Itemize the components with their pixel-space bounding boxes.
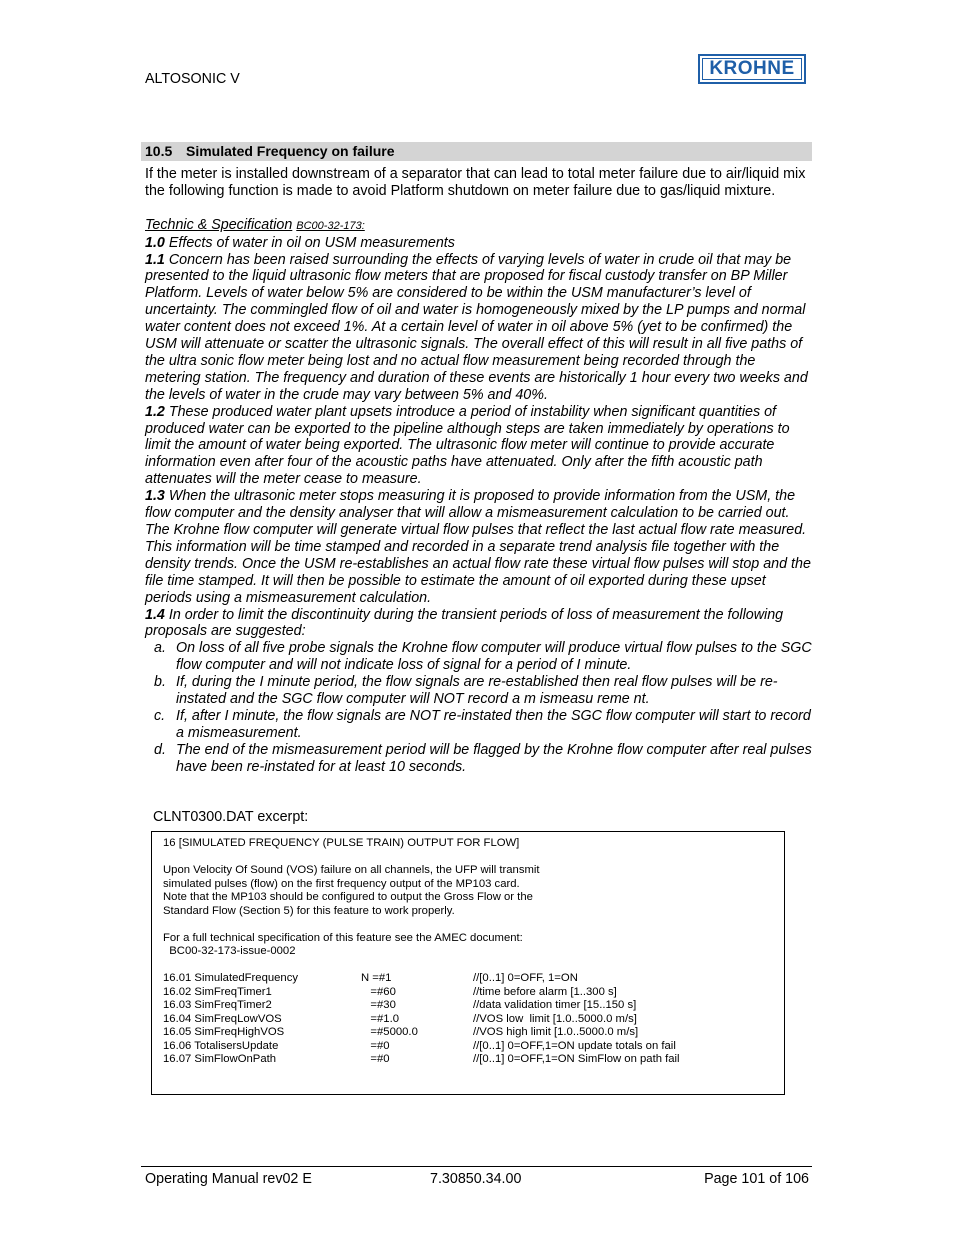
list-item — [145, 708, 813, 742]
section-title: Simulated Frequency on failure — [186, 143, 395, 159]
list-item — [145, 674, 813, 708]
param-value: =#5000.0 — [361, 1026, 418, 1038]
proposal-list — [145, 640, 813, 775]
param-comment: //VOS high limit [1.0..5000.0 m/s] — [473, 1026, 639, 1038]
excerpt-line: Note that the MP103 should be configured to output the Gross Flow or the — [163, 891, 533, 903]
list-item-text: The end of the mismeasurement period will be flagged by the Krohne flow computer after real pulses have been re-instated for at least 10 seconds. — [176, 741, 812, 775]
list-marker: c. — [154, 707, 166, 724]
footer-doc-number: 7.30850.34.00 — [430, 1171, 522, 1187]
spec-item — [145, 607, 813, 641]
excerpt-box — [151, 831, 785, 1095]
spec-item-text: These produced water plant upsets introduce a period of instability when significant quantities of produced water can be exported to the pipeline although steps are taken immediately by operations to limit the amount of water being exported. The ultrasonic flow meter will continue to provide accurate information even after four of the acoustic paths have attenuated. Only after the fifth acoustic path attenuates will the meter cease to measure. — [145, 403, 790, 488]
param-value: =#30 — [361, 999, 396, 1011]
excerpt-line: For a full technical specification of this feature see the AMEC document: — [163, 931, 523, 944]
spec-item-number: 1.2 — [145, 403, 165, 420]
excerpt-content — [163, 837, 773, 1067]
list-item — [145, 640, 813, 674]
list-marker: b. — [154, 674, 166, 691]
param-name: 16.03 SimFreqTimer2 — [163, 999, 272, 1011]
list-marker: a. — [154, 640, 166, 657]
param-row — [163, 1013, 773, 1027]
param-value: N =#1 — [361, 972, 392, 984]
spec-heading-text: Technic & Specification — [145, 216, 293, 233]
list-marker: d. — [154, 741, 166, 758]
param-value: =#1.0 — [361, 1012, 400, 1025]
param-name: 16.04 SimFreqLowVOS — [163, 1012, 282, 1025]
param-row — [163, 999, 773, 1013]
param-name: 16.07 SimFlowOnPath — [163, 1053, 277, 1065]
excerpt-label: CLNT0300.DAT excerpt: — [153, 809, 309, 825]
param-row — [163, 1026, 773, 1040]
excerpt-line: simulated pulses (flow) on the first frequency output of the MP103 card. — [163, 877, 520, 890]
list-item-text: If, during the I minute period, the flow signals are re-established then real flow pulses will be re-instated and the SGC flow computer will NOT record a m ismeasu reme nt. — [176, 674, 778, 708]
footer-divider — [141, 1166, 812, 1167]
param-row — [163, 972, 773, 986]
spec-item-number: 1.1 — [145, 251, 165, 268]
spec-item — [145, 404, 813, 489]
list-item-text: On loss of all five probe signals the Krohne flow computer will produce virtual flow pulses to the SGC flow computer and will not indicate loss of signal for a period of I minute. — [176, 640, 812, 674]
param-name: 16.02 SimFreqTimer1 — [163, 985, 272, 998]
spec-item-text: Concern has been raised surrounding the effects of varying levels of water in crude oil that may be presented to the liquid ultrasonic flow meters that are proposed for fiscal custody transfer on BP Miller Platform. Levels of water below 5% are considered to be within the USM manufacturer’s level of uncertainty. The commingled flow of oil and water is homogeneously mixed by the LP pumps and normal water content does not exceed 1%. At a certain level of water in oil above 5% (yet to be confirmed) the USM will attenuate or scatter the ultrasonic signals. The overall effect of this will result in all five paths of the ultra sonic flow meter being lost and no actual flow measurement being recorded through the metering station. The frequency and duration of these events are historically 1 hour every two weeks and the levels of water in the crude may vary between 5% and 40%. — [145, 251, 808, 403]
param-comment: //data validation timer [15..150 s] — [473, 999, 637, 1011]
header-doc-title: ALTOSONIC V — [145, 71, 240, 87]
intro-paragraph: If the meter is installed downstream of a separator that can lead to total meter failure due to air/liquid mix the following function is made to avoid Platform shutdown on meter failure due to gas/liquid mixture. — [145, 166, 806, 199]
spec-item-text: In order to limit the discontinuity during the transient periods of loss of measurement the following proposals are suggested: — [145, 606, 784, 640]
spec-item — [145, 235, 813, 252]
spec-item-number: 1.0 — [145, 234, 165, 251]
spec-heading — [145, 217, 813, 235]
param-name: 16.01 SimulatedFrequency — [163, 972, 299, 984]
param-comment: //[0..1] 0=OFF,1=ON update totals on fail — [473, 1039, 676, 1052]
param-comment: //[0..1] 0=OFF, 1=ON — [473, 972, 578, 984]
param-value: =#0 — [361, 1053, 390, 1065]
section-heading — [141, 142, 812, 161]
footer-page-number: Page 101 of 106 — [704, 1171, 809, 1187]
param-comment: //[0..1] 0=OFF,1=ON SimFlow on path fail — [473, 1053, 680, 1065]
spec-heading-ref: BC00-32-173: — [296, 219, 365, 232]
spec-item — [145, 488, 813, 606]
param-row — [163, 986, 773, 1000]
list-item — [145, 742, 813, 776]
excerpt-heading: 16 [SIMULATED FREQUENCY (PULSE TRAIN) OUTPUT FOR FLOW] — [163, 837, 520, 849]
footer-manual: Operating Manual rev02 E — [145, 1171, 312, 1187]
spec-item-text: Effects of water in oil on USM measurements — [164, 234, 455, 251]
section-number: 10.5 — [145, 143, 173, 159]
param-row — [163, 1040, 773, 1054]
param-comment: //time before alarm [1..300 s] — [473, 985, 617, 998]
list-item-text: If, after I minute, the flow signals are NOT re-instated then the SGC flow computer will start to record a mismeasurement. — [176, 707, 811, 741]
param-name: 16.05 SimFreqHighVOS — [163, 1026, 285, 1038]
spec-item-text: When the ultrasonic meter stops measuring it is proposed to provide information from the USM, the flow computer and the density analyser that will allow a mismeasurement calculation to be carried out. The Krohne flow computer will generate virtual flow pulses that reflect the last actual flow rate measured. This information will be time stamped and recorded in a separate trend analysis file together with the density trends. Once the USM re-establishes an actual flow rate these virtual flow pulses will stop and the file time stamped. It will then be possible to estimate the amount of oil exported during these upset periods using a mismeasurement calculation. — [145, 488, 811, 606]
body-text — [145, 166, 813, 776]
krohne-logo-icon — [698, 54, 806, 84]
spec-item-number: 1.3 — [145, 488, 165, 505]
excerpt-line: BC00-32-173-issue-0002 — [163, 945, 296, 957]
spec-item — [145, 252, 813, 404]
param-value: =#60 — [361, 985, 396, 998]
excerpt-line: Upon Velocity Of Sound (VOS) failure on all channels, the UFP will transmit — [163, 864, 540, 876]
param-name: 16.06 TotalisersUpdate — [163, 1039, 279, 1052]
param-value: =#0 — [361, 1039, 390, 1052]
param-comment: //VOS low limit [1.0..5000.0 m/s] — [473, 1012, 637, 1025]
logo-text: KROHNE — [702, 58, 802, 80]
excerpt-line: Standard Flow (Section 5) for this feature to work properly. — [163, 904, 455, 917]
spec-item-number: 1.4 — [145, 606, 165, 623]
param-row — [163, 1053, 773, 1067]
